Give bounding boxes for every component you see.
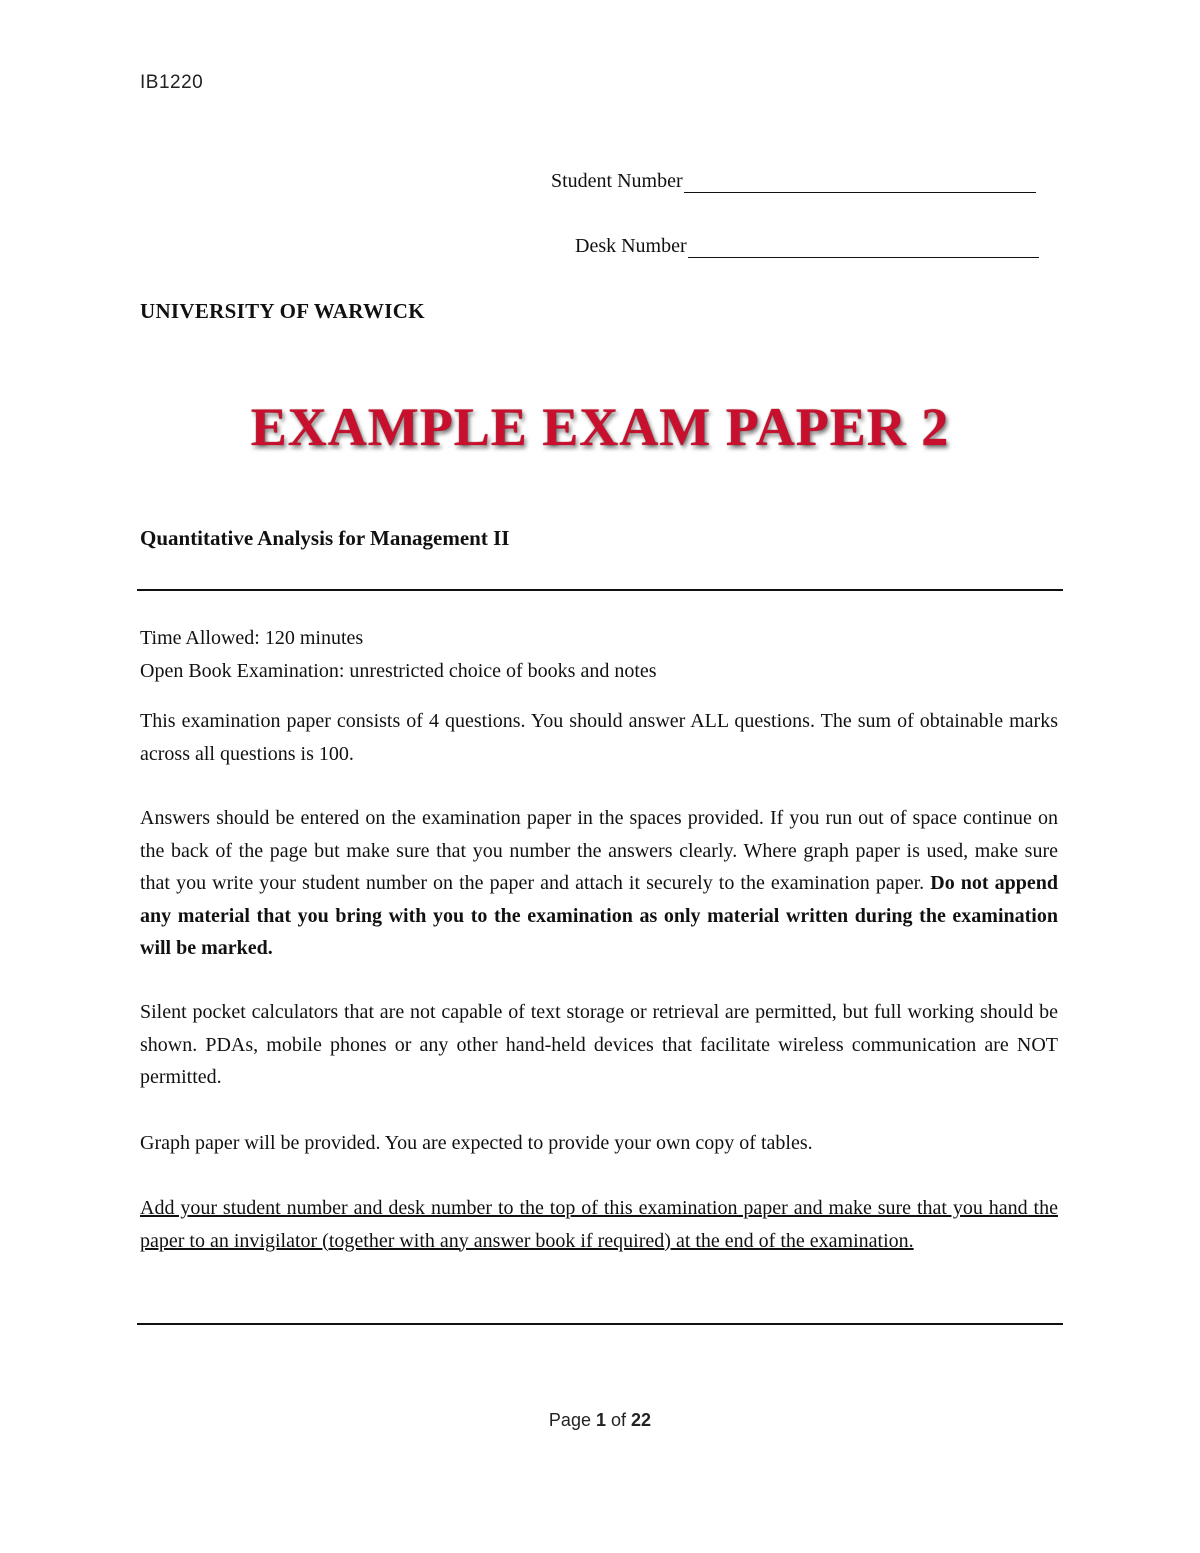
desk-number-field [575, 235, 1039, 258]
student-number-label: Student Number [551, 170, 683, 192]
bottom-divider [137, 1323, 1063, 1325]
final-instruction: Add your student number and desk number to the top of this examination paper and make sure that you hand the paper to an invigilator (together with any answer book if required) at the end of the examination. [140, 1197, 1058, 1252]
open-book-note: Open Book Examination: unrestricted choice of books and notes [140, 660, 657, 682]
answers-warning: Do not append any material that you bring with you to the examination as only material written during the examination will be marked. [140, 872, 1058, 959]
course-code: IB1220 [140, 72, 204, 93]
of-label: of [611, 1410, 627, 1430]
page-number: 1 [595, 1410, 606, 1430]
desk-number-label: Desk Number [575, 235, 687, 257]
total-pages: 22 [631, 1410, 652, 1430]
course-title: Quantitative Analysis for Management II [140, 526, 510, 550]
questions-paragraph: This examination paper consists of 4 questions. You should answer ALL questions. The sum of obtainable marks across all questions is 100. [140, 710, 1058, 765]
student-number-blank[interactable] [684, 174, 1036, 193]
answers-text: Answers should be entered on the examination paper in the spaces provided. If you run out of space continue on the back of the page but make sure that you number the answers clearly. Where graph paper is used, make sure that you write your student number on the paper and attach it securely to the examination paper. [140, 807, 1058, 894]
page-footer [0, 1410, 1200, 1431]
university-name: UNIVERSITY OF WARWICK [140, 299, 425, 323]
exam-heading: EXAMPLE EXAM PAPER 2 [250, 397, 950, 457]
time-allowed: Time Allowed: 120 minutes [140, 627, 364, 649]
student-number-field [551, 170, 1036, 193]
desk-number-blank[interactable] [688, 239, 1039, 258]
calculators-paragraph: Silent pocket calculators that are not capable of text storage or retrieval are permitted, but full working should be shown. PDAs, mobile phones or any other hand-held devices that facilitate wireless communication are NOT permitted. [140, 1001, 1058, 1088]
page-label: Page [548, 1410, 591, 1430]
top-divider [137, 589, 1063, 591]
graph-paper-paragraph: Graph paper will be provided. You are expected to provide your own copy of tables. [140, 1132, 813, 1154]
answers-paragraph [140, 802, 1058, 965]
